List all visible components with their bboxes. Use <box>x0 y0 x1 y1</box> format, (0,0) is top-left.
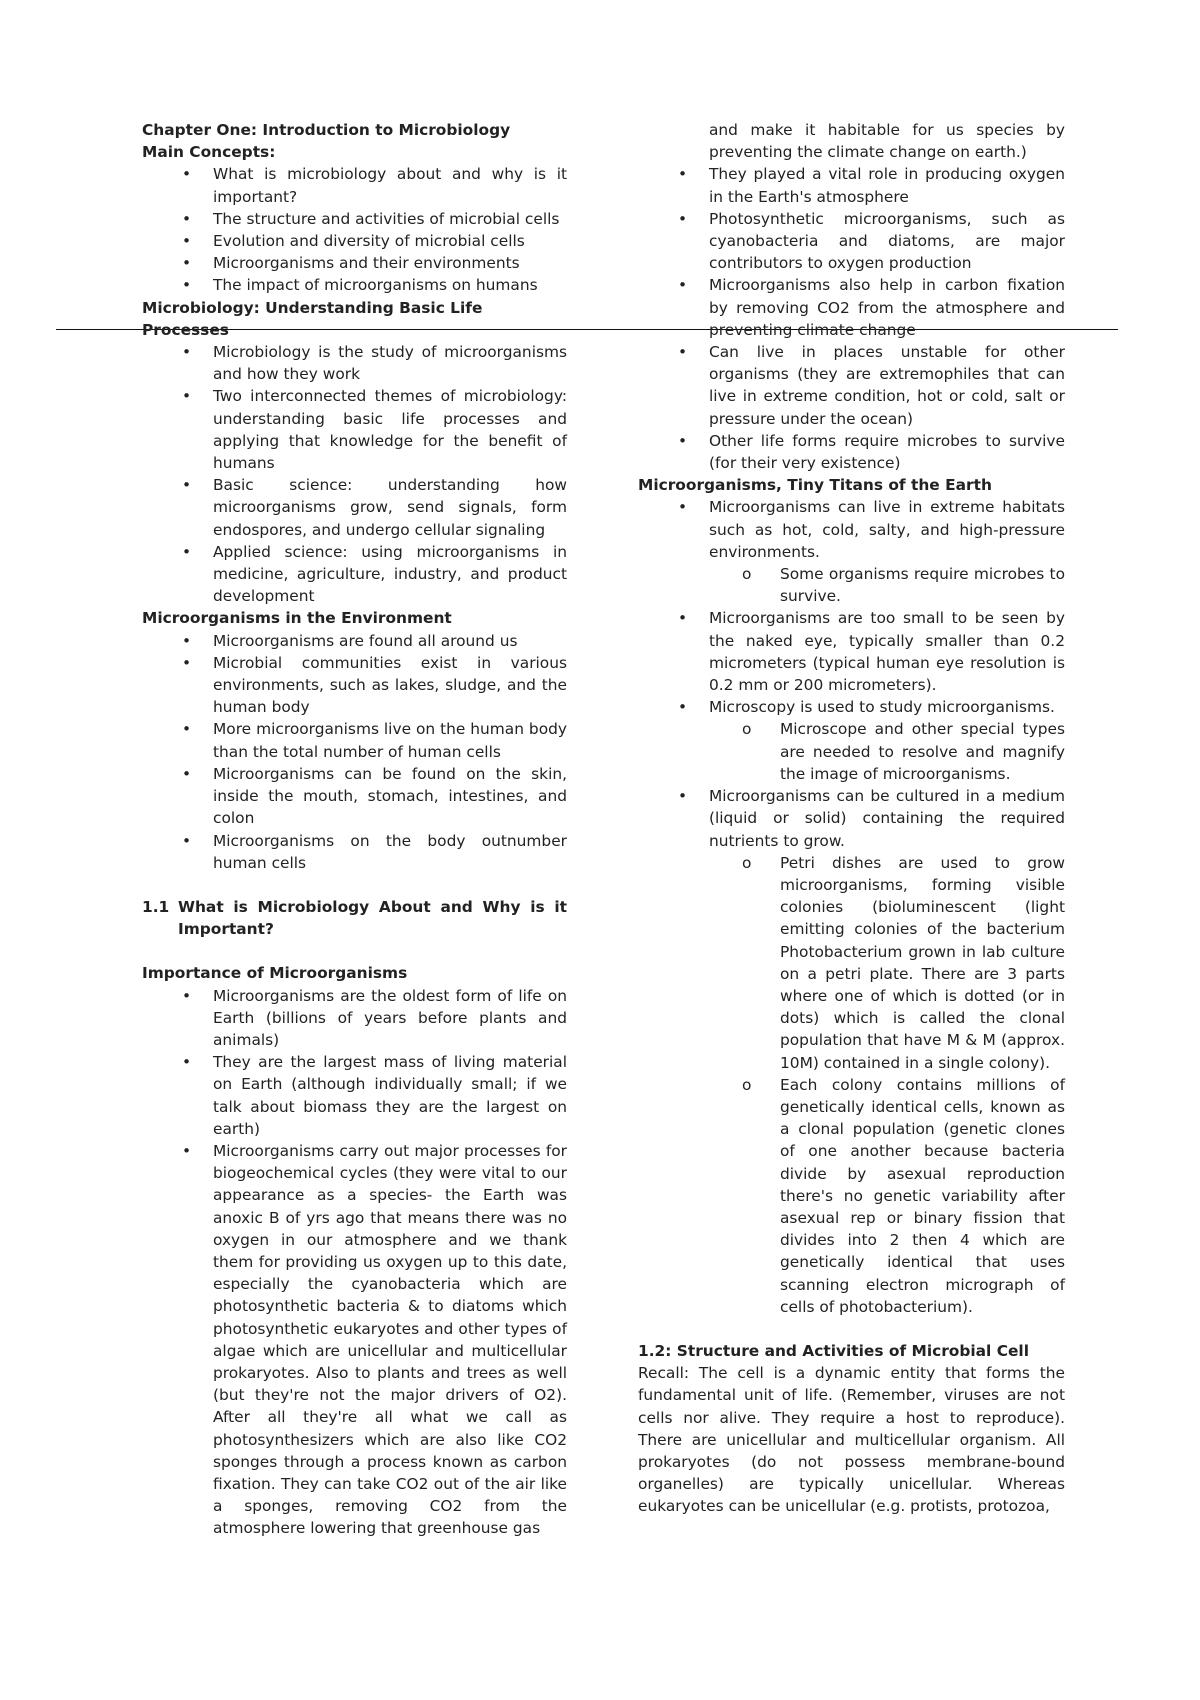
spacer <box>638 1318 1065 1340</box>
list-item: • They are the largest mass of living material on Earth (although individually small; if we talk about biomass they are the largest on earth) <box>182 1053 567 1138</box>
importance-continued-list <box>638 163 1065 474</box>
list-item: • Microorganisms on the body outnumber human cells <box>182 831 567 872</box>
environment-heading: Microorganisms in the Environment <box>142 609 452 628</box>
bullet-icon: • <box>182 764 192 783</box>
list-item: • They played a vital role in producing oxygen in the Earth's atmosphere <box>678 165 1065 206</box>
bullet-icon: • <box>182 476 192 495</box>
list-item: • Microorganisms can live in extreme habitats such as hot, cold, salty, and high-pressure environments. <box>678 498 1065 561</box>
list-item: • More microorganisms live on the human body than the total number of human cells <box>182 720 567 761</box>
list-item: • Microorganisms are found all around us <box>142 630 567 652</box>
list-item: • Microbiology is the study of microorganisms and how they work <box>182 343 567 384</box>
list-item: • Evolution and diversity of microbial cells <box>142 230 567 252</box>
bullet-icon: • <box>182 986 192 1005</box>
list-item: • Microorganisms can be found on the skin, inside the mouth, stomach, intestines, and colon <box>182 764 567 828</box>
titans-list <box>638 496 1065 1318</box>
bullet-icon: • <box>678 698 688 717</box>
list-item: • Two interconnected themes of microbiology: understanding basic life processes and applying that knowledge for the benefit of humans <box>182 387 567 473</box>
importance-list <box>142 985 567 1540</box>
bullet-icon: • <box>182 165 192 184</box>
bullet-icon: • <box>182 1053 192 1072</box>
sub-bullet-icon: o <box>742 720 752 739</box>
bullet-icon: • <box>182 387 192 406</box>
list-item: • Applied science: using microorganisms in medicine, agriculture, industry, and product development <box>182 542 567 606</box>
list-item: • Microorganisms carry out major processes for biogeochemical cycles (they were vital to our appearance as a species- the Earth was anoxic B of yrs ago that means there was no oxygen in our atmosphere and we thank them for providing us oxygen up to this date, especially the cyanobacteria which are photosynthetic bacteria & to diatoms which photosynthetic eukaryotes and other types of algae which are unicellular and multicellular prokaryotes. Also to plants and trees as well (but they're not the major drivers of O2). After all they're all what we call as photosynthesizers which are also like CO2 sponges through a process known as carbon fixation. They can take CO2 out of the air like a sponges, removing CO2 from the atmosphere lowering that greenhouse gas <box>182 1141 567 1538</box>
main-concepts-list <box>142 163 567 296</box>
importance-heading: Importance of Microorganisms <box>142 964 408 983</box>
sub-list-item: o Microscope and other special types are needed to resolve and magnify the image of microorganisms. <box>742 720 1065 783</box>
bullet-icon: • <box>182 542 192 561</box>
titans-heading: Microorganisms, Tiny Titans of the Earth <box>638 476 992 495</box>
bullet-icon: • <box>678 498 688 517</box>
basic-life-heading: Microbiology: Understanding Basic Life Processes <box>142 298 483 339</box>
bullet-icon: • <box>182 831 192 850</box>
list-item: • Other life forms require microbes to survive (for their very existence) <box>678 431 1065 473</box>
sub-bullet-icon: o <box>742 853 752 872</box>
sub-list-item: o Each colony contains millions of genetically identical cells, known as a clonal population (genetic clones of one another because bacteria divide by asexual reproduction there's no genetic variability after asexual rep or binary fission that divides into 2 then 4 which are genetically identical that uses scanning electron micrograph of cells of photobacterium). <box>742 1075 1065 1316</box>
bullet-icon: • <box>182 631 192 650</box>
bullet-icon: • <box>678 431 688 450</box>
right-column <box>638 119 1065 1518</box>
list-item: • Can live in places unstable for other organisms (they are extremophiles that can live in extreme condition, hot or cold, salt or pressure under the ocean) <box>678 343 1065 428</box>
list-item: • Basic science: understanding how microorganisms grow, send signals, form endospores, and undergo cellular signaling <box>182 476 567 539</box>
bullet-icon: • <box>182 276 192 295</box>
bullet-icon: • <box>182 1141 192 1160</box>
sub-bullet-icon: o <box>742 565 752 584</box>
bullet-icon: • <box>678 209 688 228</box>
bullet-icon: • <box>182 720 192 739</box>
bullet-icon: • <box>182 653 192 672</box>
bullet-icon: • <box>678 343 688 362</box>
list-item: • The impact of microorganisms on humans <box>142 274 567 296</box>
list-item: • The structure and activities of microbial cells <box>142 208 567 230</box>
list-item: • Microorganisms and their environments <box>142 252 567 274</box>
sub-bullet-icon: o <box>742 1075 752 1094</box>
chapter-title: Chapter One: Introduction to Microbiology <box>142 121 511 139</box>
list-item: • Photosynthetic microorganisms, such as cyanobacteria and diatoms, are major contributors to oxygen production <box>678 209 1065 273</box>
list-item: • Microorganisms are too small to be seen by the naked eye, typically smaller than 0.2 micrometers (typical human eye resolution is 0.2 mm or 200 micrometers). <box>678 609 1065 695</box>
bullet-icon: • <box>678 165 688 184</box>
bullet-icon: • <box>678 609 688 628</box>
list-item: • What is microbiology about and why is it important? <box>182 165 567 206</box>
section-title: What is Microbiology About and Why is it Important? <box>178 897 567 939</box>
list-item: • Microorganisms can be cultured in a medium (liquid or solid) containing the required nutrients to grow. <box>678 787 1065 850</box>
section-number: 1.1 <box>142 897 170 916</box>
bullet-icon: • <box>182 343 192 362</box>
bullet-icon: • <box>182 232 192 251</box>
list-item: • Microscopy is used to study microorganisms. <box>638 696 1065 718</box>
list-item: • Microbial communities exist in various environments, such as lakes, sludge, and the human body <box>182 653 567 717</box>
section-1-2-heading: 1.2: Structure and Activities of Microbial Cell <box>638 1341 1029 1360</box>
left-column <box>142 119 567 1540</box>
basic-life-list <box>142 341 567 607</box>
bullet-icon: • <box>678 787 688 806</box>
list-item: • Microorganisms also help in carbon fixation by removing CO2 from the atmosphere and preventing climate change <box>678 276 1065 339</box>
environment-list <box>142 630 567 874</box>
recall-paragraph: Recall: The cell is a dynamic entity that forms the fundamental unit of life. (Remember, viruses are not cells nor alive. They require a host to reproduce). There are unicellular and multicellular organism. All prokaryotes (do not possess membrane-bound organelles) are typically unicellular. Whereas eukaryotes can be unicellular (e.g. protists, protozoa, <box>638 1364 1065 1516</box>
continuation-text: and make it habitable for us species by preventing the climate change on earth.) <box>709 121 1065 162</box>
bullet-icon: • <box>182 254 192 273</box>
sub-list-item: o Some organisms require microbes to survive. <box>742 565 1065 606</box>
bullet-icon: • <box>678 276 688 295</box>
section-1-1-heading <box>142 896 567 940</box>
list-item: • Microorganisms are the oldest form of life on Earth (billions of years before plants and animals) <box>182 986 567 1049</box>
bullet-icon: • <box>182 209 192 228</box>
main-concepts-heading: Main Concepts: <box>142 143 276 162</box>
sub-list-item: o Petri dishes are used to grow microorganisms, forming visible colonies (bioluminescent (light emitting colonies of the bacterium Photobacterium grown in lab culture on a petri plate. There are 3 parts where one of which is dotted (or in dots) which is called the clonal population that have M & M (approx. 10M) contained in a single colony). <box>742 853 1065 1072</box>
